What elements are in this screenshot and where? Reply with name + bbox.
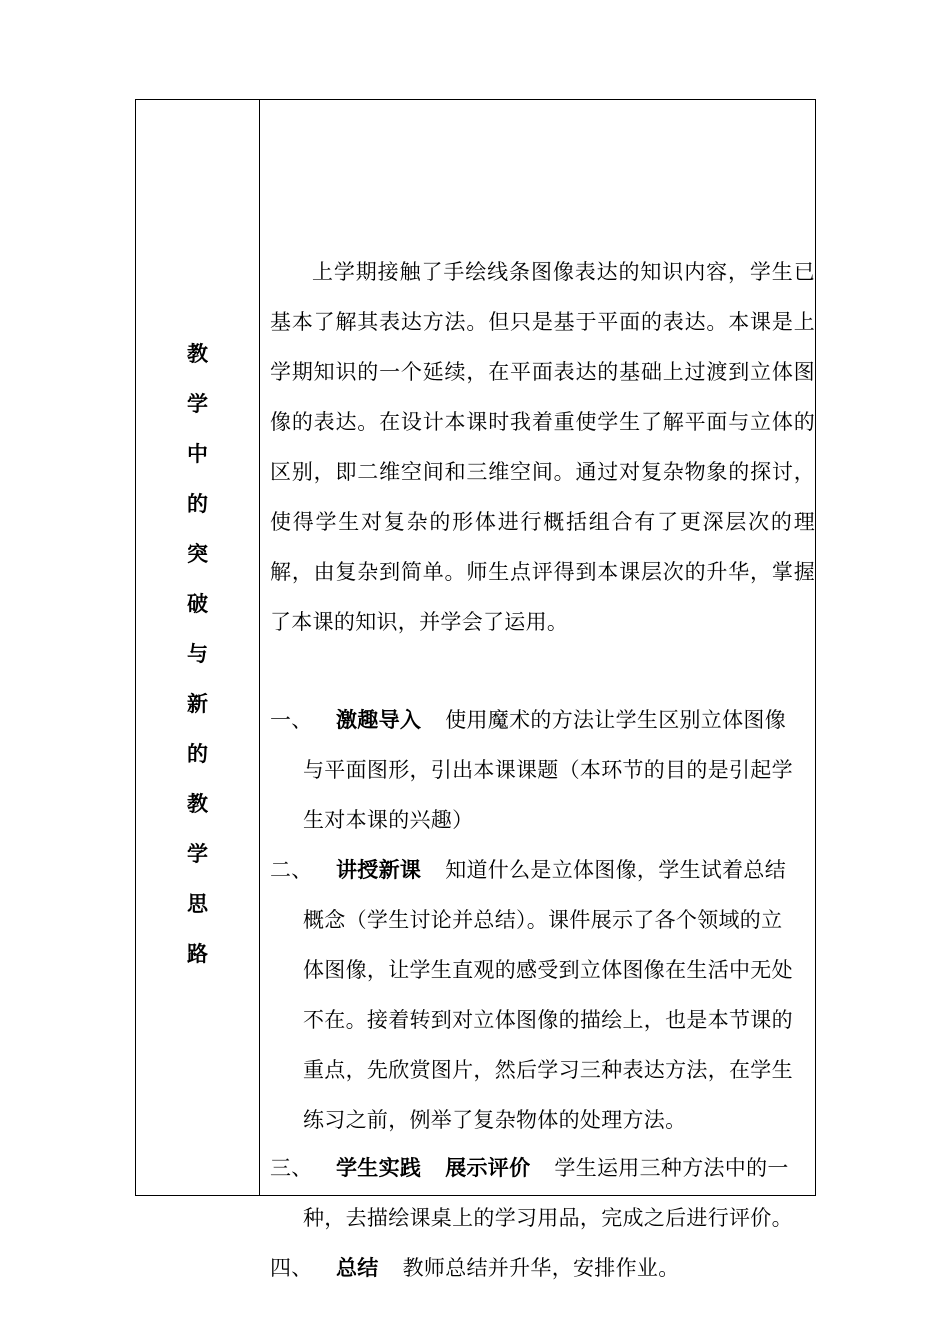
step-text: 知道什么是立体图像，学生试着总结 xyxy=(445,858,787,882)
step-title: 激趣导入 xyxy=(336,708,422,732)
label-char: 的 xyxy=(187,742,208,766)
step-text: 学生运用三种方法中的一 xyxy=(554,1156,789,1180)
step-title: 讲授新课 xyxy=(336,858,422,882)
label-char: 学 xyxy=(187,392,208,416)
step-first-line xyxy=(270,695,815,745)
label-char: 教 xyxy=(187,792,208,816)
step-item xyxy=(270,1143,815,1243)
step-item xyxy=(270,695,815,845)
label-char: 思 xyxy=(187,892,208,916)
step-item xyxy=(270,1243,815,1293)
label-char: 破 xyxy=(187,592,208,616)
paragraph-line: 上学期接触了手绘线条图像表达的知识内容，学生 xyxy=(312,260,794,284)
step-title: 学生实践 xyxy=(336,1156,422,1180)
lesson-table xyxy=(135,99,816,1280)
label-char: 学 xyxy=(187,842,208,866)
step-line: 概念（学生讨论并总结）。课件展示了各个领域的立 xyxy=(303,908,783,932)
label-char: 路 xyxy=(187,942,208,966)
paragraph-line: 立体图像的表达。在设计本课时我着重使学生了解平面 xyxy=(270,360,815,434)
step-number: 一、 xyxy=(270,708,313,732)
step-number: 四、 xyxy=(270,1256,313,1280)
label-char: 中 xyxy=(187,442,208,466)
step-number: 二、 xyxy=(270,858,313,882)
row-label-cell xyxy=(136,100,260,1195)
step-line: 体图像，让学生直观的感受到立体图像在生活中无处 xyxy=(303,958,793,982)
step-line: 种，去描绘课桌上的学习用品，完成之后进行评价。 xyxy=(303,1206,793,1230)
step-title: 展示评价 xyxy=(445,1156,531,1180)
step-line: 不在。接着转到对立体图像的描绘上，也是本节课的 xyxy=(303,1008,793,1032)
step-text: 教师总结并升华，安排作业。 xyxy=(402,1256,680,1280)
step-line: 生对本课的兴趣） xyxy=(303,808,474,832)
step-first-line xyxy=(270,845,815,895)
paragraph-line: 深层次的理解，由复杂到简单。师生点评得到本课层次 xyxy=(270,510,816,584)
label-char: 新 xyxy=(187,692,208,716)
step-line: 与平面图形，引出本课课题（本环节的目的是引起学 xyxy=(303,758,793,782)
label-char: 的 xyxy=(187,492,208,516)
row-label xyxy=(136,329,259,979)
step-item xyxy=(270,845,815,1145)
label-char: 教 xyxy=(187,342,208,366)
step-line: 重点，先欣赏图片，然后学习三种表达方法，在学生 xyxy=(303,1058,793,1082)
step-text: 使用魔术的方法让学生区别立体图像 xyxy=(445,708,787,732)
step-first-line xyxy=(270,1243,815,1293)
reflection-paragraph xyxy=(270,247,815,647)
paragraph-line: 与立体的区别，即二维空间和三维空间。通过对复杂物 xyxy=(270,410,815,484)
step-title: 总结 xyxy=(336,1256,379,1280)
step-first-line xyxy=(270,1143,815,1193)
label-char: 突 xyxy=(187,542,208,566)
paragraph-line: 已基本了解其表达方法。但只是基于平面的表达。本课 xyxy=(270,260,815,334)
content-cell xyxy=(260,100,816,1280)
label-char: 与 xyxy=(187,642,208,666)
paragraph-line: 的升华，掌握了本课的知识，并学会了运用。 xyxy=(270,560,815,634)
paragraph-line: 是上学期知识的一个延续，在平面表达的基础上过渡到 xyxy=(270,310,815,384)
step-number: 三、 xyxy=(270,1156,313,1180)
step-line: 练习之前，例举了复杂物体的处理方法。 xyxy=(303,1108,687,1132)
paragraph-line: 象的探讨，使得学生对复杂的形体进行概括组合有了更 xyxy=(270,460,816,534)
